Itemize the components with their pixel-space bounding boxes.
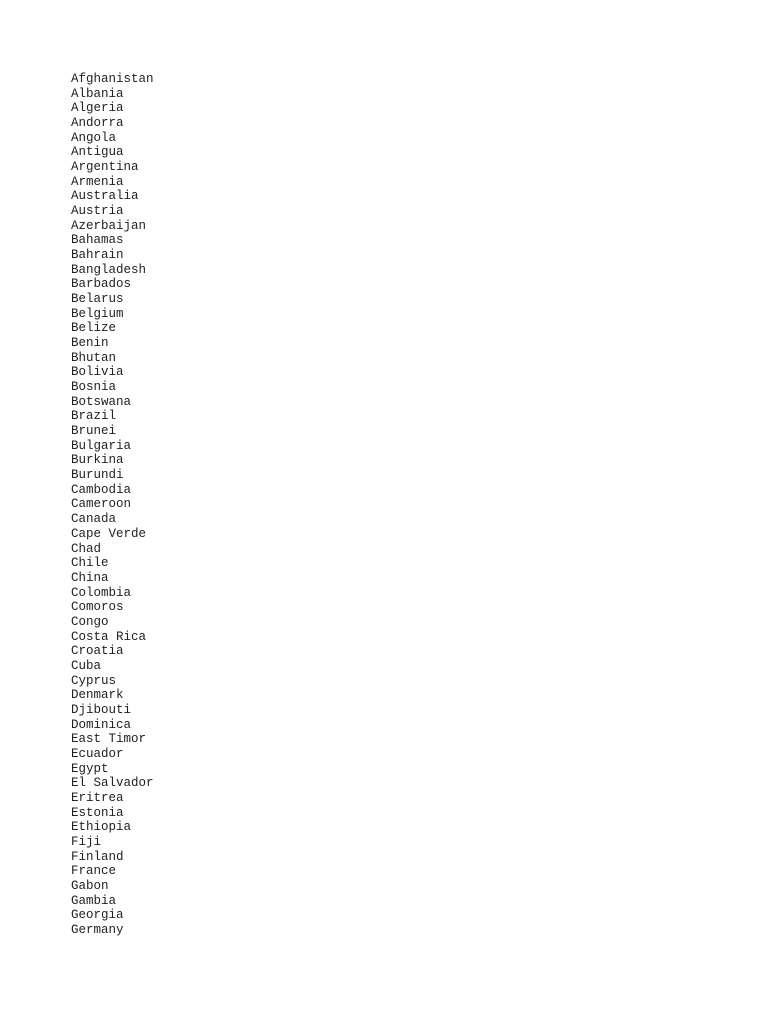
list-item: Bahrain [71,248,124,263]
list-item: Belgium [71,306,124,321]
list-item: Belize [71,321,117,336]
list-item: Bangladesh [71,262,147,277]
list-item: Cyprus [71,673,117,688]
list-item: Ecuador [71,746,124,761]
list-item: Cuba [71,658,102,673]
list-item: Costa Rica [71,629,147,644]
list-item: Andorra [71,116,124,131]
list-item: El Salvador [71,776,154,791]
list-item: Brazil [71,409,117,424]
list-item: Afghanistan [71,72,154,86]
list-item: Djibouti [71,702,132,717]
list-item: Gambia [71,893,117,908]
list-item: France [71,864,117,879]
list-item: Cambodia [71,482,132,497]
list-item: Algeria [71,101,124,116]
list-item: Cameroon [71,497,132,512]
list-item: Brunei [71,424,117,439]
list-item: Benin [71,336,109,351]
list-item: Bhutan [71,350,117,365]
list-item: Ethiopia [71,820,132,835]
list-item: Bahamas [71,233,124,248]
list-item: Argentina [71,160,139,175]
list-item: Botswana [71,394,132,409]
list-item: Chad [71,541,102,556]
list-item: Fiji [71,834,102,849]
list-item: East Timor [71,732,147,747]
list-item: Chile [71,556,109,571]
list-item: Armenia [71,174,124,189]
list-item: Canada [71,512,117,527]
list-item: Comoros [71,600,124,615]
country-list [71,72,154,938]
list-item: Dominica [71,717,132,732]
list-item: Austria [71,204,124,219]
list-item: Burkina [71,453,124,468]
list-item: Denmark [71,688,124,703]
list-item: Albania [71,86,124,101]
list-item: Germany [71,922,124,937]
list-item: Bosnia [71,380,117,395]
list-item: Finland [71,849,124,864]
list-item: China [71,570,109,585]
list-item: Bulgaria [71,438,132,453]
list-item: Eritrea [71,790,124,805]
list-item: Angola [71,130,117,145]
list-item: Bolivia [71,365,124,380]
list-item: Australia [71,189,139,204]
list-item: Burundi [71,468,124,483]
list-item: Cape Verde [71,526,147,541]
list-item: Estonia [71,805,124,820]
list-item: Antigua [71,145,124,160]
list-item: Belarus [71,292,124,307]
list-item: Gabon [71,878,109,893]
list-item: Colombia [71,585,132,600]
list-item: Barbados [71,277,132,292]
list-item: Georgia [71,908,124,923]
list-item: Azerbaijan [71,218,147,233]
list-item: Congo [71,614,109,629]
list-item: Croatia [71,644,124,659]
list-item: Egypt [71,761,109,776]
